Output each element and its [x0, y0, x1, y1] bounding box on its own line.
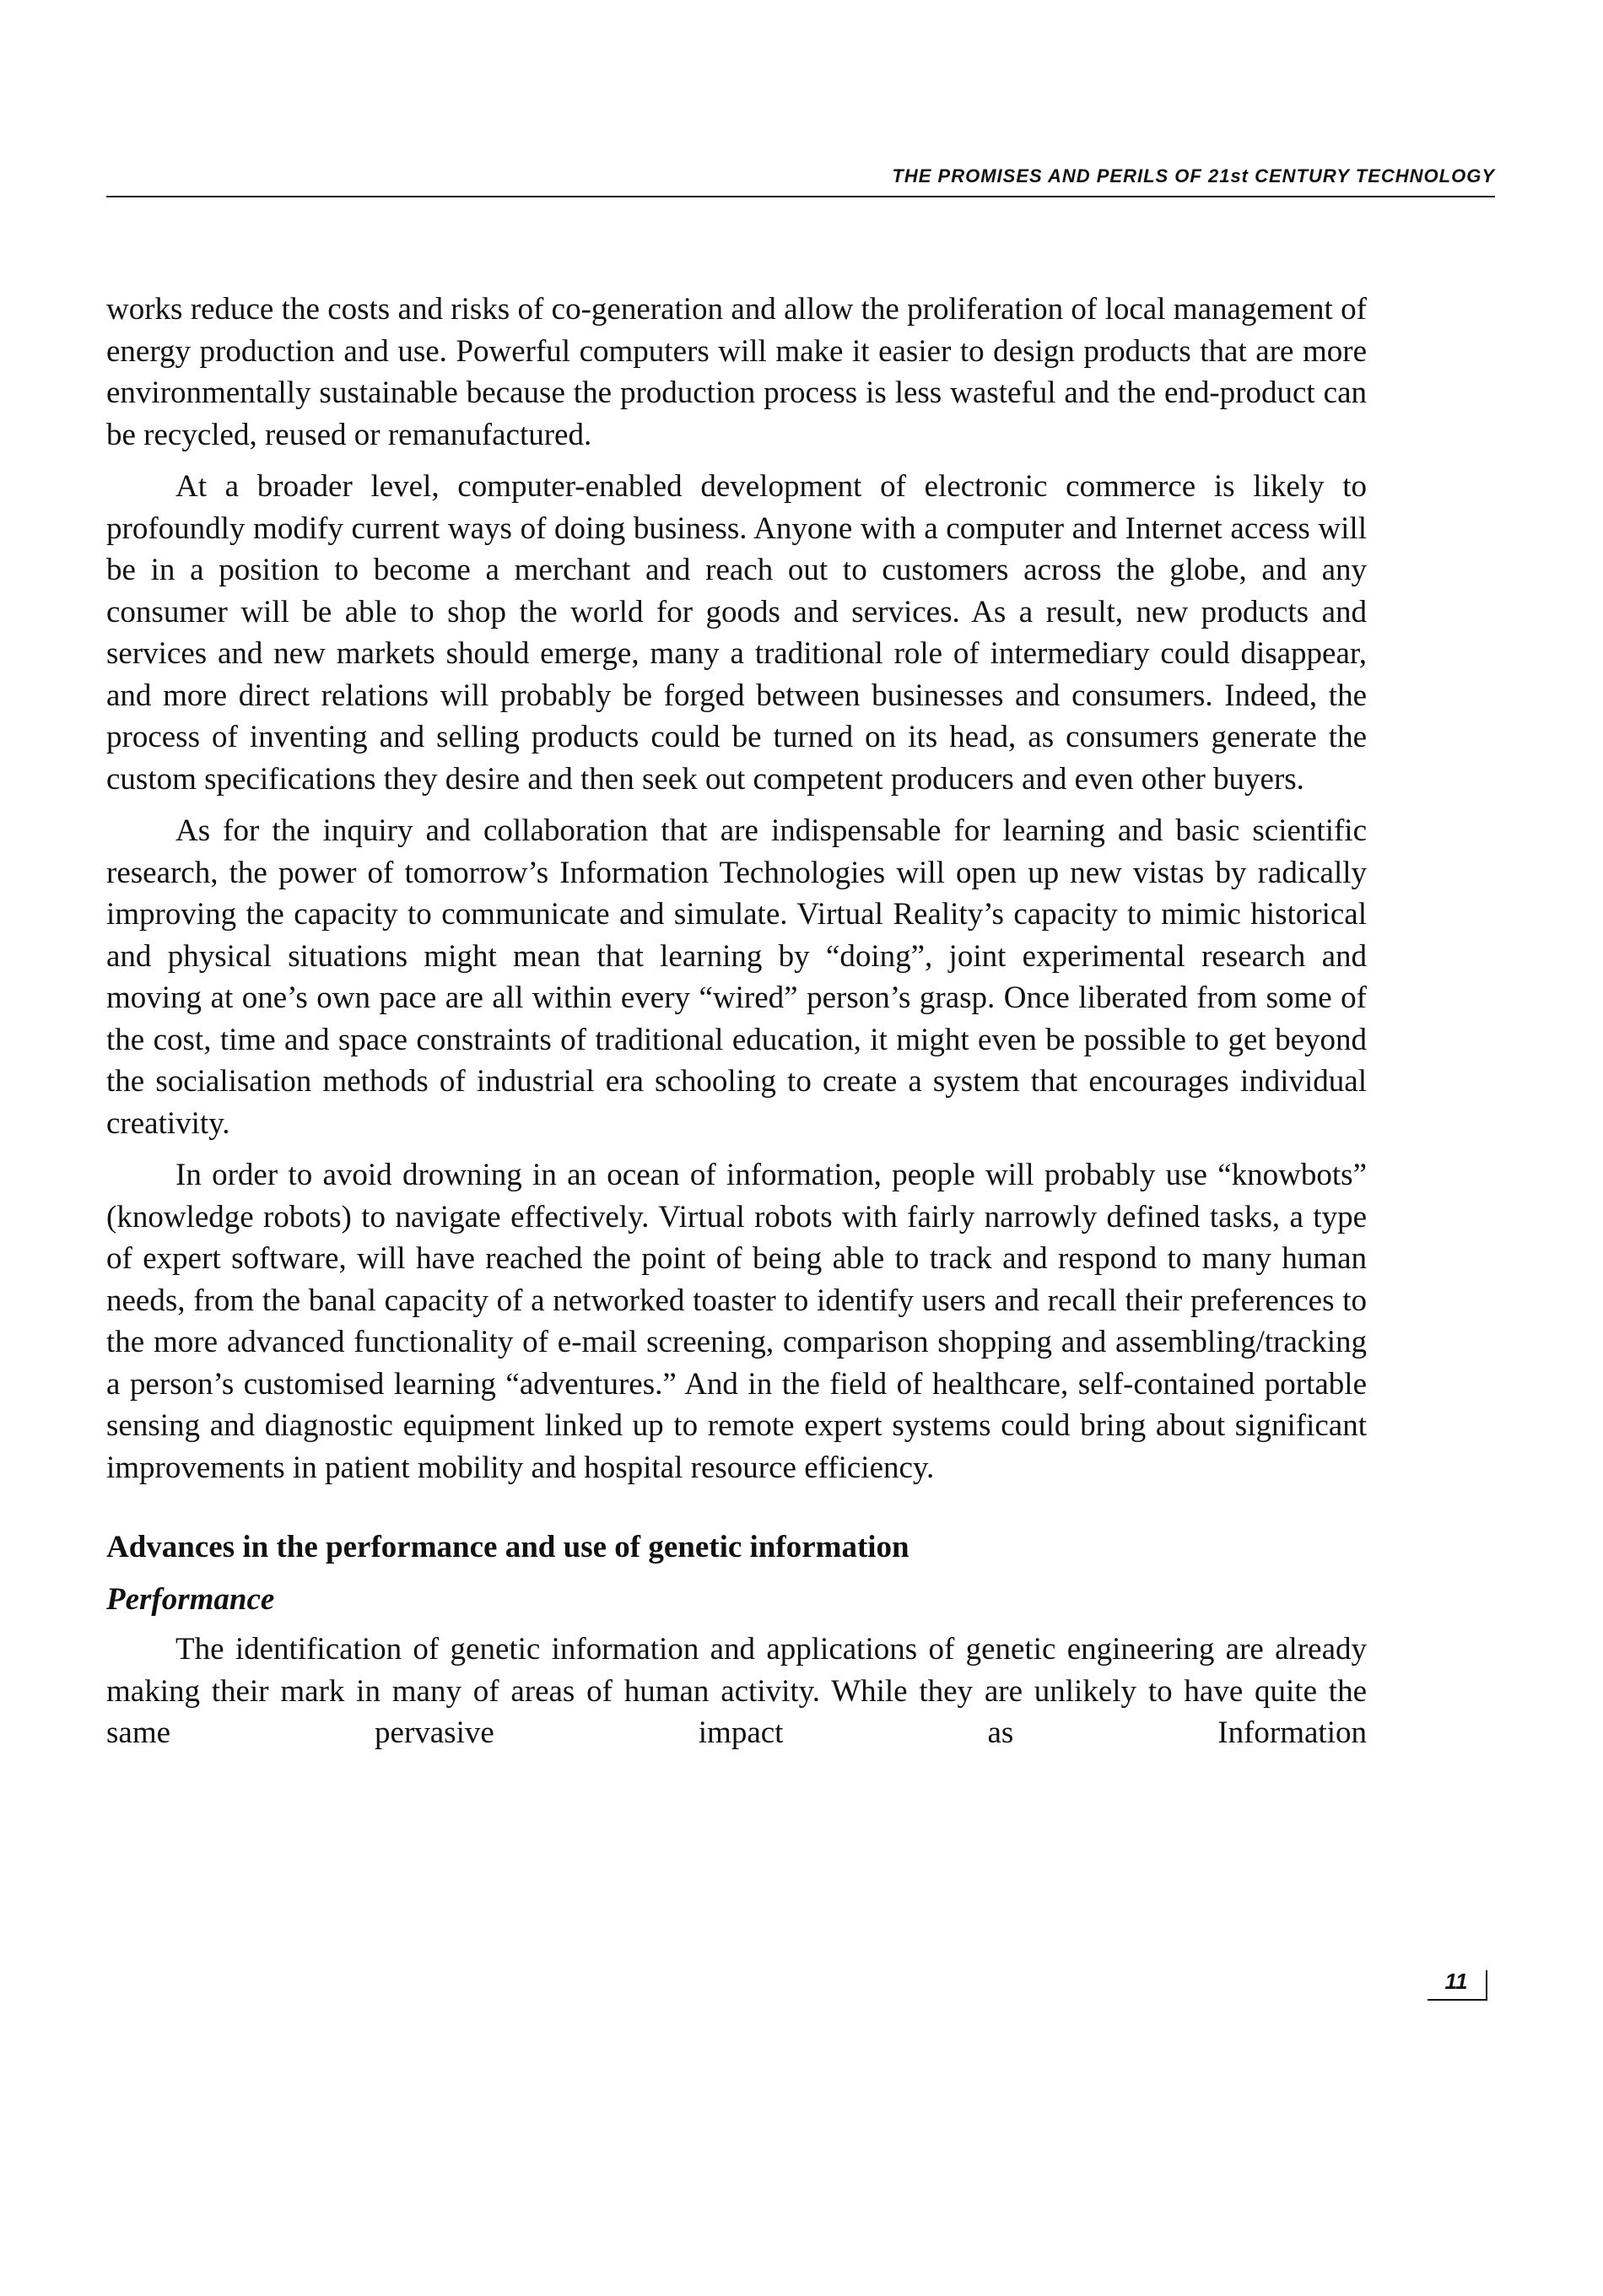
page-number-text: 11 [1444, 1969, 1468, 1994]
running-head-title: THE PROMISES AND PERILS OF 21st CENTURY TECHNOLOGY [892, 165, 1495, 186]
paragraph-knowbots: In order to avoid drowning in an ocean of information, people will probably use “knowbots” (knowledge robots) to navigate effectively. Virtual robots with fairly narrowly defined tasks, a type of expert software, will have reached the point of being able to track and respond to many human needs, from the banal capacity of a networked toaster to identify users and recall their preferences to the more advanced functionality of e-mail screening, comparison shopping and assembling/tracking a person’s customised learning “adventures.” And in the field of healthcare, self-contained portable sensing and diagnostic equipment linked up to remote expert systems could bring about significant improvements in patient mobility and hospital resource efficiency. [106, 1158, 1367, 1485]
page-number [1428, 1969, 1495, 2006]
section-heading: Advances in the performance and use of genetic information [106, 1530, 909, 1564]
header-rule [106, 196, 1495, 197]
page-number-underline [1428, 1999, 1487, 2001]
body-text [106, 289, 1367, 1754]
page-number-tick [1486, 1970, 1487, 2001]
paragraph-inquiry-collaboration: As for the inquiry and collaboration that are indispensable for learning and basic scientific research, the power of tomorrow’s Information Technologies will open up new vistas by radically improving the capacity to communicate and simulate. Virtual Reality’s capacity to mimic historical and physical situations might mean that learning by “doing”, joint experimental research and moving at one’s own pace are all within every “wired” person’s grasp. Once liberated from some of the cost, time and space constraints of traditional education, it might even be possible to get beyond the socialisation methods of industrial era schooling to create a system that encourages individual creativity. [106, 813, 1367, 1141]
subsection-heading: Performance [106, 1582, 275, 1617]
paragraph-continuation: works reduce the costs and risks of co-generation and allow the proliferation of local management of energy production and use. Powerful computers will make it easier to design products that are more environmentally sustainable because the production process is less wasteful and the end-product can be recycled, reused or remanufactured. [106, 292, 1367, 452]
paragraph-genetic-information: The identification of genetic information and applications of genetic engineering are already making their mark in many of areas of human activity. While they are unlikely to have quite the same pervasive impact as Information [106, 1632, 1367, 1750]
paragraph-electronic-commerce: At a broader level, computer-enabled development of electronic commerce is likely to profoundly modify current ways of doing business. Anyone with a computer and Internet access will be in a position to become a merchant and reach out to customers across the globe, and any consumer will be able to shop the world for goods and services. As a result, new products and services and new markets should emerge, many a traditional role of intermediary could disappear, and more direct relations will probably be forged between businesses and consumers. Indeed, the process of inventing and selling products could be turned on its head, as consumers generate the custom specifications they desire and then seek out competent producers and even other buyers. [106, 469, 1367, 797]
